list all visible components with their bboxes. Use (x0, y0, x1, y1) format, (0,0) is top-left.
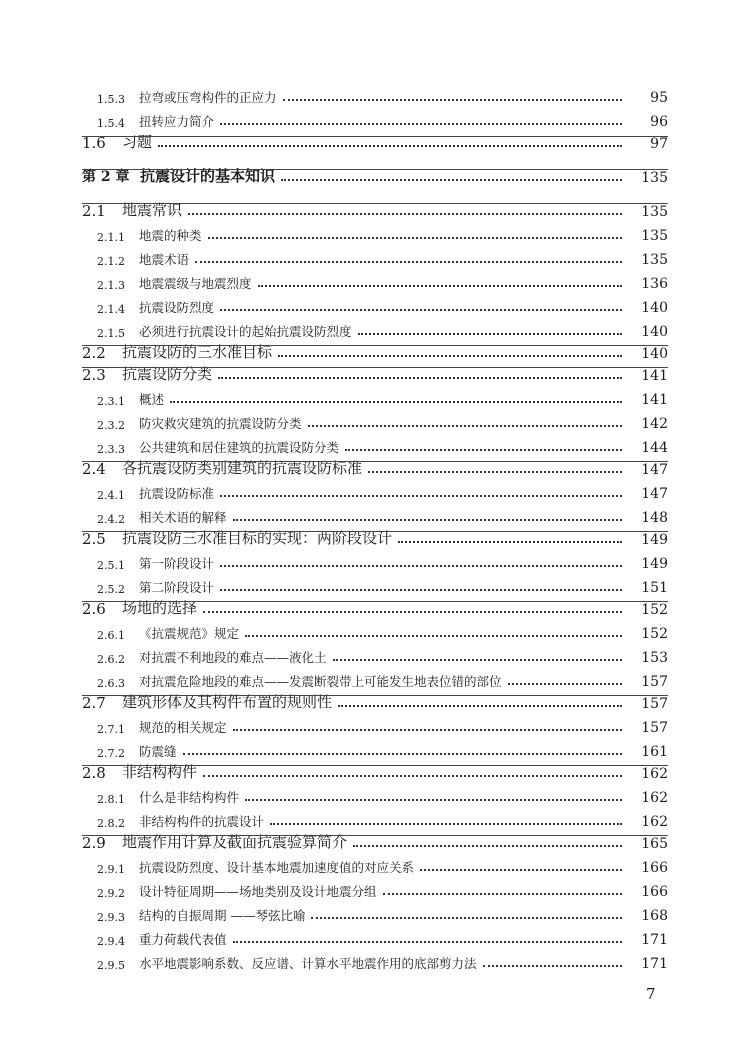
toc-entry (0, 108, 750, 130)
toc-entry-page: 152 (641, 626, 668, 642)
toc-entry-title: 相关术语的解释 (139, 510, 227, 525)
toc-entry (0, 270, 750, 292)
toc-entry-number: 2.1.4 (97, 303, 125, 316)
toc-entry (0, 504, 750, 526)
toc-entry-page: 162 (641, 814, 668, 830)
toc-entry-number: 2.8.1 (97, 793, 125, 806)
toc-entry-title: 地震作用计算及截面抗震验算简介 (122, 833, 348, 851)
toc-entry-title: 规范的相关规定 (139, 720, 227, 735)
toc-entry (0, 644, 750, 666)
dot-leader (195, 261, 622, 263)
toc-entry-page: 153 (641, 650, 668, 666)
toc-entry-page: 157 (641, 696, 668, 712)
dot-leader (420, 869, 622, 871)
toc-entry-number: 2.4.2 (97, 513, 125, 526)
dot-leader (208, 237, 622, 239)
dot-leader (220, 565, 622, 567)
toc-entry-number: 2.6.3 (97, 677, 125, 690)
toc-entry-title: 对抗震不利地段的难点——液化土 (139, 650, 327, 665)
toc-entry (0, 526, 750, 548)
toc-entry-number: 2.9 (82, 834, 106, 852)
toc-entry-page: 147 (641, 462, 668, 478)
toc-entry (0, 926, 750, 948)
toc-entry-page: 140 (641, 324, 668, 340)
toc-entry-page: 140 (641, 300, 668, 316)
toc-entry-number: 1.5.4 (97, 117, 125, 130)
toc-entry-number: 2.9.4 (97, 935, 125, 948)
dot-leader (383, 893, 622, 895)
dot-leader (233, 941, 622, 943)
toc-entry (0, 668, 750, 690)
dot-leader (158, 145, 622, 147)
toc-entry-title: 抗震设计的基本知识 (140, 167, 276, 185)
toc-entry-title: 重力荷载代表值 (139, 932, 227, 947)
toc-entry-number: 2.3.2 (97, 419, 125, 432)
toc-entry-page: 148 (641, 510, 668, 526)
toc-entry (0, 620, 750, 642)
dot-leader (368, 471, 622, 473)
toc-entry-page: 97 (650, 136, 668, 152)
toc-entry-number: 2.3 (82, 366, 106, 384)
toc-entry-title: 抗震设防分类 (122, 365, 213, 383)
toc-entry-title: 第一阶段设计 (139, 556, 215, 571)
toc-entry (0, 550, 750, 572)
toc-entry (0, 714, 750, 736)
toc-entry-title: 防灾救灾建筑的抗震设防分类 (139, 416, 302, 431)
separator-rule (82, 765, 668, 766)
toc-entry (0, 456, 750, 478)
toc-entry (0, 738, 750, 760)
toc-entry (0, 434, 750, 456)
toc-entry-number: 2.8.2 (97, 817, 125, 830)
toc-entry-title: 非结构构件的抗震设计 (139, 814, 265, 829)
toc-entry-page: 168 (641, 908, 668, 924)
toc-entry-number: 2.5.1 (97, 559, 125, 572)
separator-rule (82, 835, 668, 836)
dot-leader (358, 333, 622, 335)
toc-entry-page: 152 (641, 602, 668, 618)
toc-entry-number: 2.3.1 (97, 395, 125, 408)
toc-entry-title: 《抗震规范》规定 (139, 626, 240, 641)
toc-entry (0, 318, 750, 340)
toc-entry-page: 157 (641, 674, 668, 690)
separator-rule (82, 531, 668, 532)
dot-leader (345, 449, 622, 451)
toc-entry (0, 784, 750, 806)
toc-entry-title: 水平地震影响系数、反应谱、计算水平地震作用的底部剪力法 (139, 956, 477, 971)
dot-leader (245, 799, 622, 801)
toc-entry-title: 设计特征周期——场地类别及设计地震分组 (139, 884, 377, 899)
dot-leader (245, 635, 622, 637)
dot-leader (233, 519, 622, 521)
toc-entry-page: 165 (641, 836, 668, 852)
toc-entry-title: 扭转应力简介 (139, 114, 215, 129)
toc-entry-title: 各抗震设防类别建筑的抗震设防标准 (122, 459, 363, 477)
dot-leader (283, 99, 622, 101)
toc-entry (0, 294, 750, 316)
toc-entry (0, 480, 750, 502)
toc-entry-number: 2.9.1 (97, 863, 125, 876)
toc-entry-number: 2.7.2 (97, 747, 125, 760)
dot-leader (233, 729, 622, 731)
toc-entry-number: 2.5.2 (97, 583, 125, 596)
toc-entry-page: 149 (641, 556, 668, 572)
toc-entry (0, 362, 750, 384)
toc-entry-title: 对抗震危险地段的难点——发震断裂带上可能发生地表位错的部位 (139, 674, 502, 689)
toc-entry-page: 147 (641, 486, 668, 502)
toc-entry-title: 抗震设防烈度、设计基本地震加速度值的对应关系 (139, 860, 415, 875)
toc-entry-page: 171 (641, 956, 668, 972)
toc-entry-page: 135 (641, 252, 668, 268)
toc-entry-number: 2.4 (82, 460, 106, 478)
toc-entry-number: 1.6 (82, 134, 106, 152)
dot-leader (308, 425, 622, 427)
toc-entry-number: 2.1 (82, 202, 106, 220)
toc-entry (0, 164, 750, 186)
dot-leader (353, 845, 622, 847)
toc-entry-title: 地震常识 (122, 201, 183, 219)
toc-entry-number: 2.1.5 (97, 327, 125, 340)
toc-entry-number: 2.2 (82, 344, 106, 362)
toc-entry (0, 854, 750, 876)
toc-entry (0, 902, 750, 924)
dot-leader (220, 495, 622, 497)
toc-entry-number: 2.6 (82, 600, 106, 618)
toc-entry-page: 157 (641, 720, 668, 736)
toc-entry-number: 2.7.1 (97, 723, 125, 736)
toc-entry-page: 95 (650, 90, 668, 106)
toc-entry-title: 第二阶段设计 (139, 580, 215, 595)
separator-rule (82, 695, 668, 696)
toc-entry-title: 习题 (122, 133, 153, 151)
dot-leader (508, 683, 622, 685)
dot-leader (188, 213, 622, 215)
toc-entry-page: 144 (641, 440, 668, 456)
dot-leader (278, 355, 622, 357)
toc-entry-number: 2.1.3 (97, 279, 125, 292)
dot-leader (183, 753, 622, 755)
toc-entry-page: 96 (650, 114, 668, 130)
toc-entry-page: 141 (641, 368, 668, 384)
dot-leader (483, 965, 622, 967)
toc-entry-number: 2.5 (82, 530, 106, 548)
toc-entry-number: 第 2 章 (82, 169, 130, 185)
separator-rule (82, 601, 668, 602)
toc-entry (0, 84, 750, 106)
toc-entry (0, 410, 750, 432)
toc-entry (0, 808, 750, 830)
dot-leader (220, 123, 622, 125)
toc-entry-title: 场地的选择 (122, 599, 198, 617)
toc-entry-title: 公共建筑和居住建筑的抗震设防分类 (139, 440, 340, 455)
toc-entry (0, 690, 750, 712)
toc-entry (0, 386, 750, 408)
separator-rule (82, 461, 668, 462)
dot-leader (333, 659, 622, 661)
separator-rule (82, 367, 668, 368)
toc-entry-page: 162 (641, 790, 668, 806)
toc-entry-page: 142 (641, 416, 668, 432)
toc-entry-page: 166 (641, 884, 668, 900)
dot-leader (218, 377, 622, 379)
toc-entry-number: 2.1.1 (97, 231, 125, 244)
toc-entry-title: 地震的种类 (139, 228, 202, 243)
toc-entry-title: 什么是非结构构件 (139, 790, 240, 805)
toc-entry-title: 地震术语 (139, 252, 190, 267)
toc-entry-page: 135 (641, 204, 668, 220)
toc-entry-page: 151 (641, 580, 668, 596)
toc-entry-title: 必须进行抗震设计的起始抗震设防烈度 (139, 324, 352, 339)
toc-entry-page: 141 (641, 392, 668, 408)
dot-leader (281, 179, 622, 181)
toc-entry-title: 抗震设防标准 (139, 486, 215, 501)
toc-entry-page: 161 (641, 744, 668, 760)
dot-leader (338, 705, 622, 707)
toc-entry (0, 830, 750, 852)
toc-entry (0, 198, 750, 220)
toc-entry-page: 166 (641, 860, 668, 876)
toc-entry (0, 574, 750, 596)
toc-entry (0, 878, 750, 900)
toc-entry-number: 2.9.5 (97, 959, 125, 972)
toc-entry-title: 拉弯或压弯构件的正应力 (139, 90, 277, 105)
toc-entry-number: 2.3.3 (97, 443, 125, 456)
dot-leader (270, 823, 622, 825)
dot-leader (170, 401, 622, 403)
toc-entry (0, 340, 750, 362)
toc-entry-title: 建筑形体及其构件布置的规则性 (122, 693, 333, 711)
separator-rule (82, 136, 668, 137)
dot-leader (258, 285, 622, 287)
toc-entry-page: 136 (641, 276, 668, 292)
toc-entry-page: 149 (641, 532, 668, 548)
toc-entry-page: 162 (641, 766, 668, 782)
separator-rule (82, 345, 668, 346)
toc-entry-title: 非结构构件 (122, 763, 198, 781)
toc-entry-number: 2.9.3 (97, 911, 125, 924)
toc-entry-number: 2.8 (82, 764, 106, 782)
toc-entry-title: 防震缝 (139, 744, 177, 759)
dot-leader (398, 541, 622, 543)
dot-leader (220, 309, 622, 311)
toc-entry-page: 140 (641, 346, 668, 362)
toc-entry-number: 2.9.2 (97, 887, 125, 900)
toc-entry-title: 结构的自振周期 ——琴弦比喻 (139, 908, 306, 923)
toc-entry-page: 171 (641, 932, 668, 948)
toc-entry (0, 760, 750, 782)
toc-entry-page: 135 (641, 170, 668, 186)
dot-leader (203, 775, 622, 777)
toc-entry (0, 596, 750, 618)
toc-entry-title: 抗震设防烈度 (139, 300, 215, 315)
separator-rule (82, 169, 668, 170)
toc-entry (0, 130, 750, 152)
toc-entry-title: 抗震设防的三水准目标 (122, 343, 273, 361)
toc-entry-number: 2.1.2 (97, 255, 125, 268)
page-number: 7 (646, 985, 656, 1003)
toc-entry-number: 2.7 (82, 694, 106, 712)
toc-entry (0, 222, 750, 244)
dot-leader (311, 917, 622, 919)
separator-rule (82, 203, 668, 204)
toc-entry-number: 1.5.3 (97, 93, 125, 106)
dot-leader (220, 589, 622, 591)
toc-entry-title: 概述 (139, 392, 165, 407)
toc-entry-number: 2.6.1 (97, 629, 125, 642)
toc-entry-number: 2.6.2 (97, 653, 125, 666)
toc-entry-page: 135 (641, 228, 668, 244)
toc-entry-title: 抗震设防三水准目标的实现：两阶段设计 (122, 529, 393, 547)
toc-entry (0, 950, 750, 972)
toc-entry-number: 2.4.1 (97, 489, 125, 502)
toc-entry-title: 地震震级与地震烈度 (139, 276, 252, 291)
dot-leader (203, 611, 622, 613)
toc-entry (0, 246, 750, 268)
